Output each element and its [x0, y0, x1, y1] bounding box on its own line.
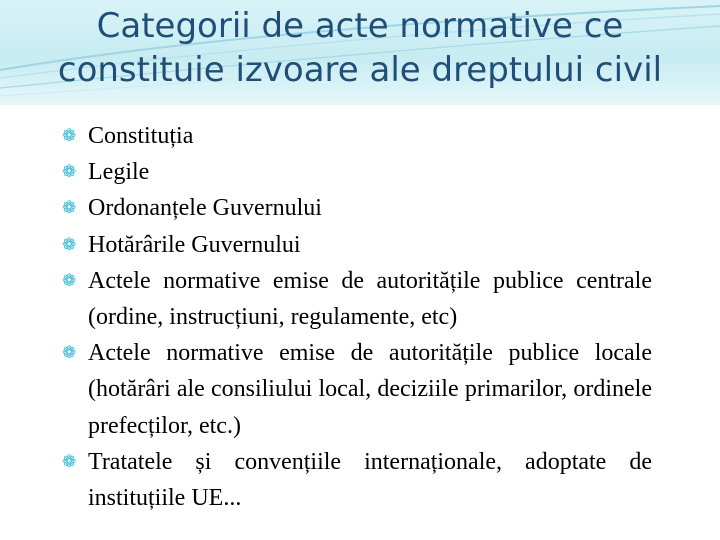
list-item-text: Actele normative emise de autoritățile publice locale (hotărâri ale consiliului local, deciziile primarilor, ordinele prefecților, etc.): [88, 340, 652, 439]
list-item-text: Actele normative emise de autoritățile publice centrale (ordine, instrucțiuni, regulamente, etc): [88, 267, 652, 331]
bullet-list: [62, 118, 652, 516]
list-item: [62, 118, 652, 154]
list-item: [62, 154, 652, 190]
list-item: [62, 190, 652, 226]
list-item: [62, 227, 652, 263]
slide-title: [0, 4, 720, 92]
bullet-icon: ❁: [62, 126, 77, 145]
bullet-icon: ❁: [62, 234, 77, 254]
bullet-icon: ❁: [62, 162, 77, 182]
bullet-icon: ❁: [62, 343, 77, 363]
list-item-text: Ordonanțele Guvernului: [88, 195, 322, 222]
list-item-text: Constituția: [88, 123, 194, 149]
list-item: [62, 444, 652, 516]
list-item-text: Legile: [88, 159, 150, 186]
slide-title-line-2: constituie izvoare ale dreptului civil: [57, 50, 663, 90]
slide-title-line-1: Categorii de acte normative ce: [96, 6, 624, 46]
list-item: [62, 263, 652, 335]
list-item: [62, 335, 652, 444]
bullet-icon: ❁: [62, 198, 77, 218]
bullet-icon: ❁: [62, 451, 77, 471]
list-item-text: Hotărârile Guvernului: [88, 231, 301, 258]
list-item-text: Tratatele și convențiile internaționale, adoptate de instituțiile UE...: [88, 448, 652, 512]
bullet-icon: ❁: [62, 270, 77, 290]
